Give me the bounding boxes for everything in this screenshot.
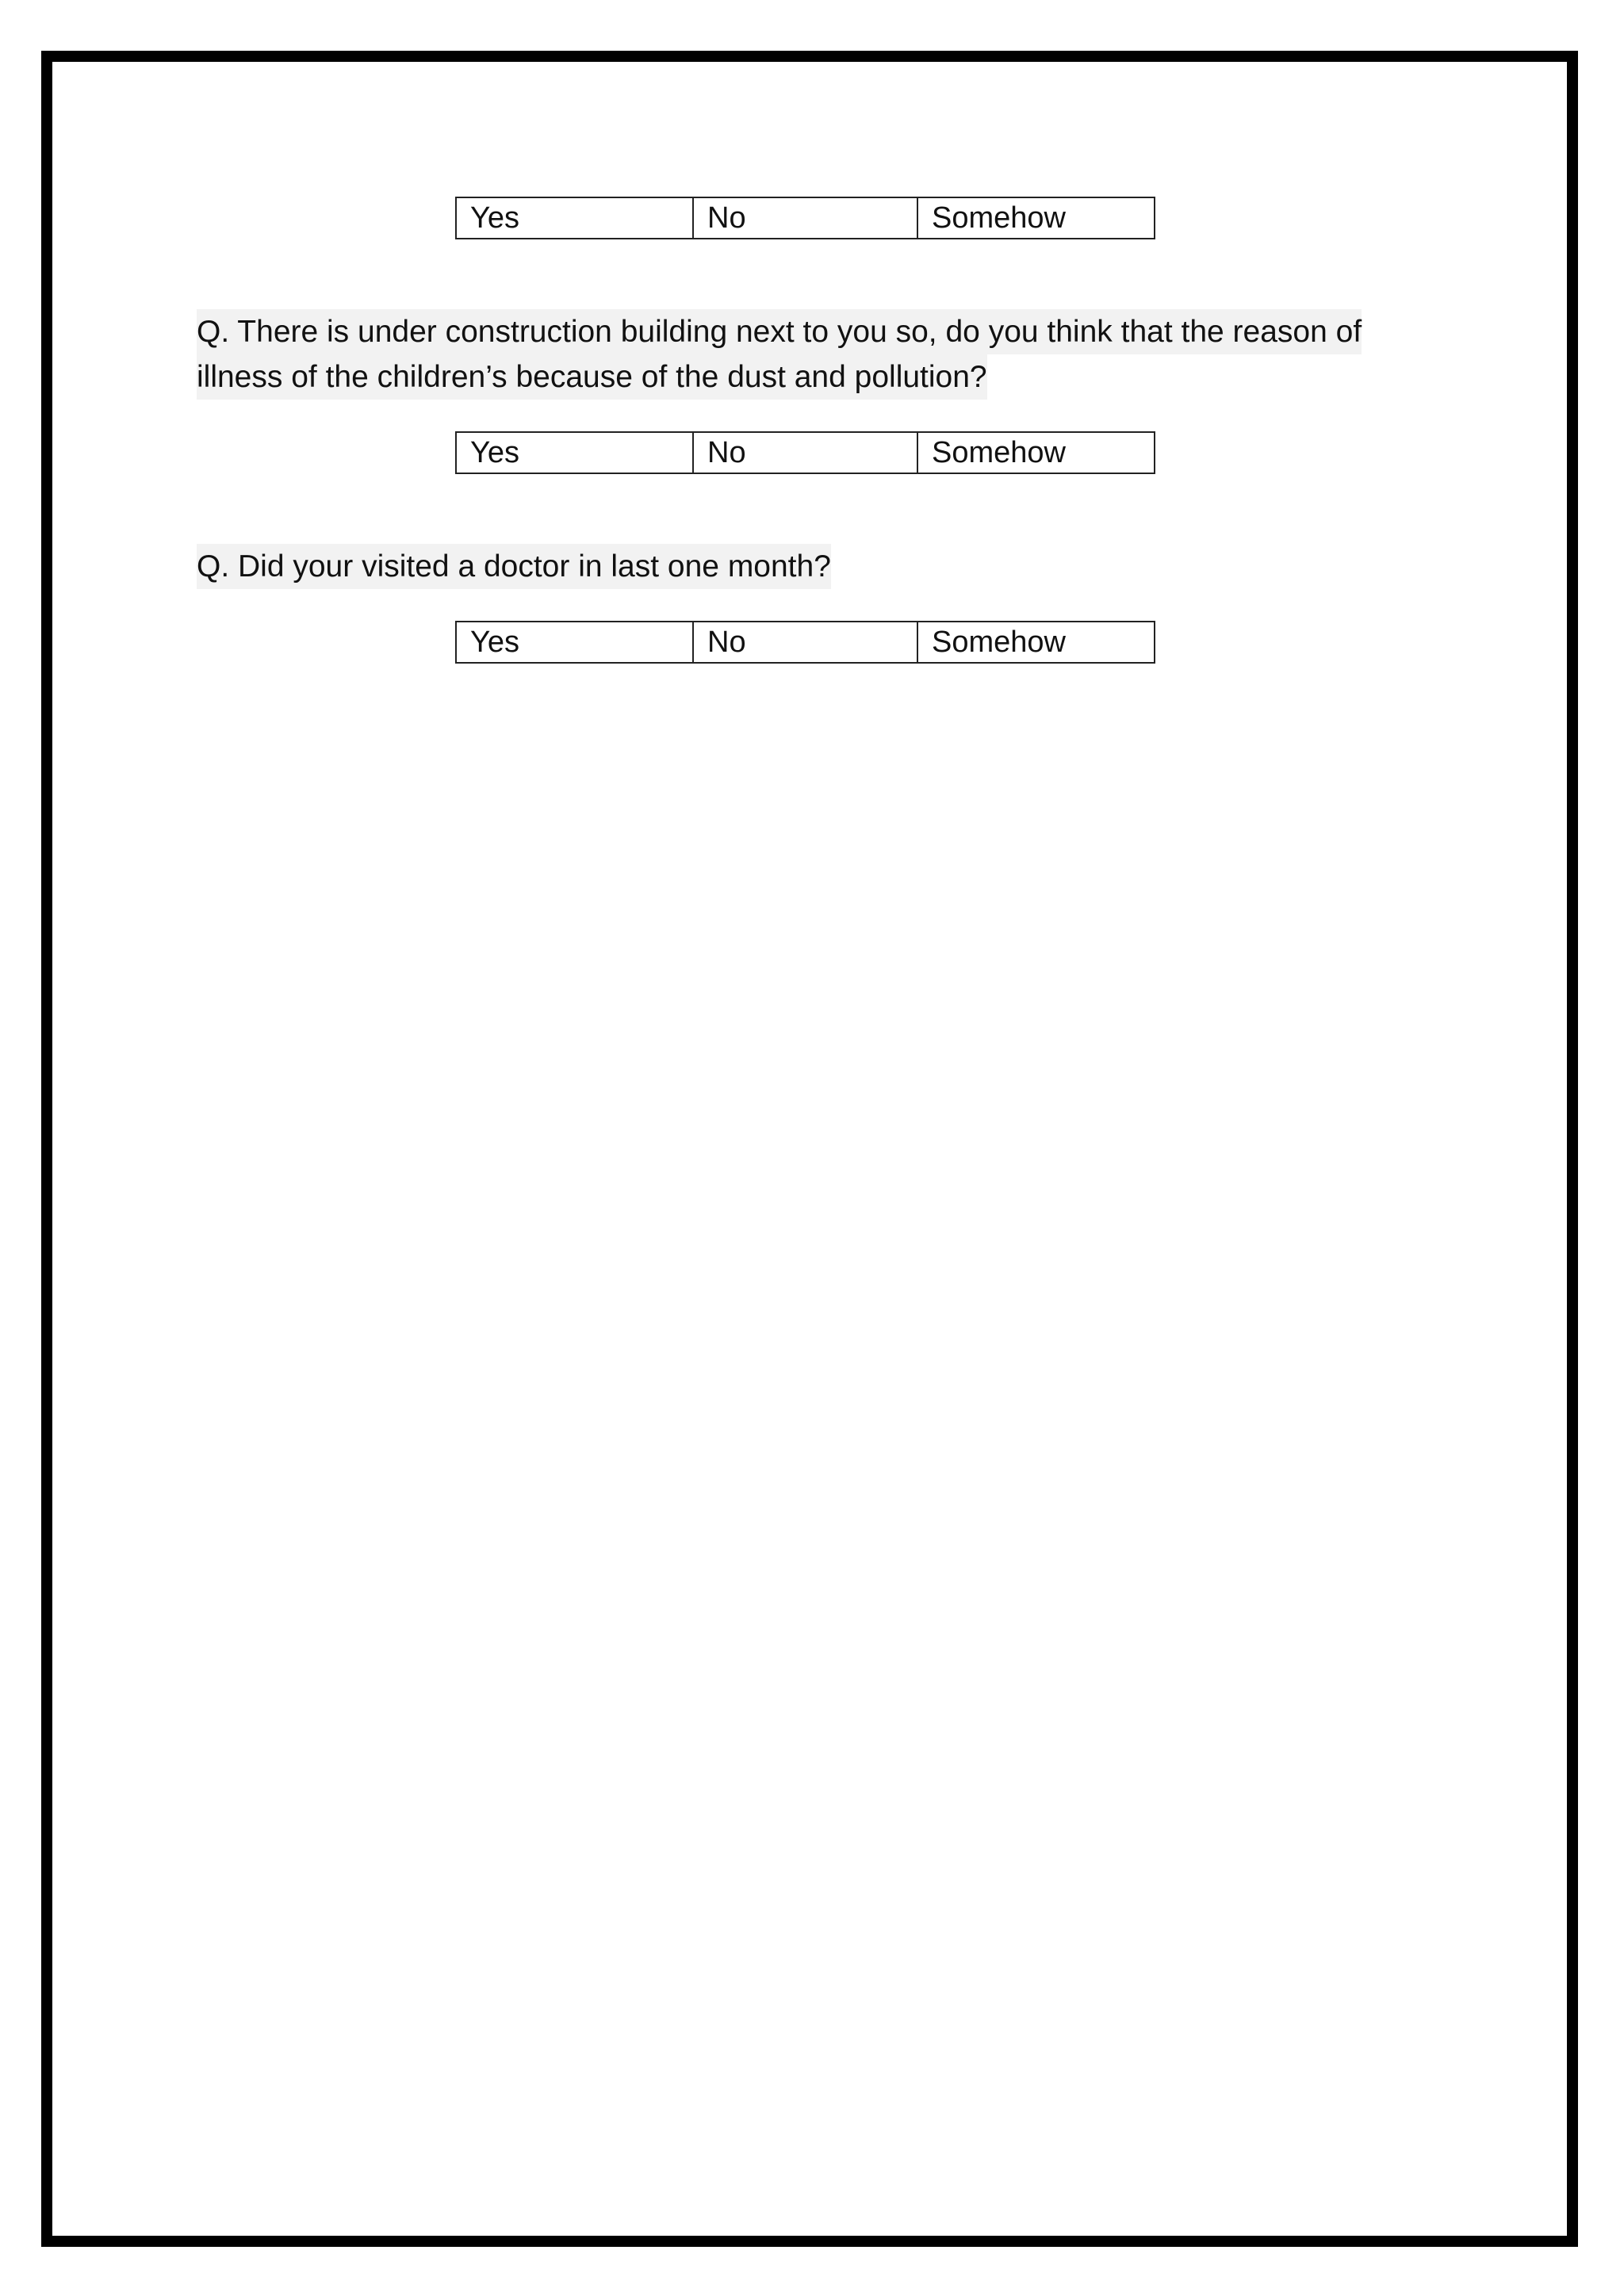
option-somehow[interactable]: Somehow bbox=[917, 432, 1155, 473]
option-yes[interactable]: Yes bbox=[456, 432, 693, 473]
option-no[interactable]: No bbox=[693, 622, 917, 663]
question-construction-dust bbox=[197, 309, 1362, 400]
option-yes[interactable]: Yes bbox=[456, 197, 693, 239]
option-somehow[interactable]: Somehow bbox=[917, 197, 1155, 239]
question-line: Q. There is under construction building next to you so, do you think that the reason of bbox=[197, 309, 1362, 354]
answer-options-table bbox=[455, 431, 1155, 474]
answer-options-table bbox=[455, 197, 1155, 239]
option-no[interactable]: No bbox=[693, 432, 917, 473]
answer-options-table bbox=[455, 621, 1155, 664]
question-doctor-visit bbox=[197, 544, 831, 589]
question-line: illness of the children’s because of the dust and pollution? bbox=[197, 354, 987, 400]
table-row bbox=[456, 622, 1155, 663]
option-no[interactable]: No bbox=[693, 197, 917, 239]
table-row bbox=[456, 197, 1155, 239]
option-somehow[interactable]: Somehow bbox=[917, 622, 1155, 663]
question-line: Q. Did your visited a doctor in last one month? bbox=[197, 544, 831, 589]
table-row bbox=[456, 432, 1155, 473]
option-yes[interactable]: Yes bbox=[456, 622, 693, 663]
